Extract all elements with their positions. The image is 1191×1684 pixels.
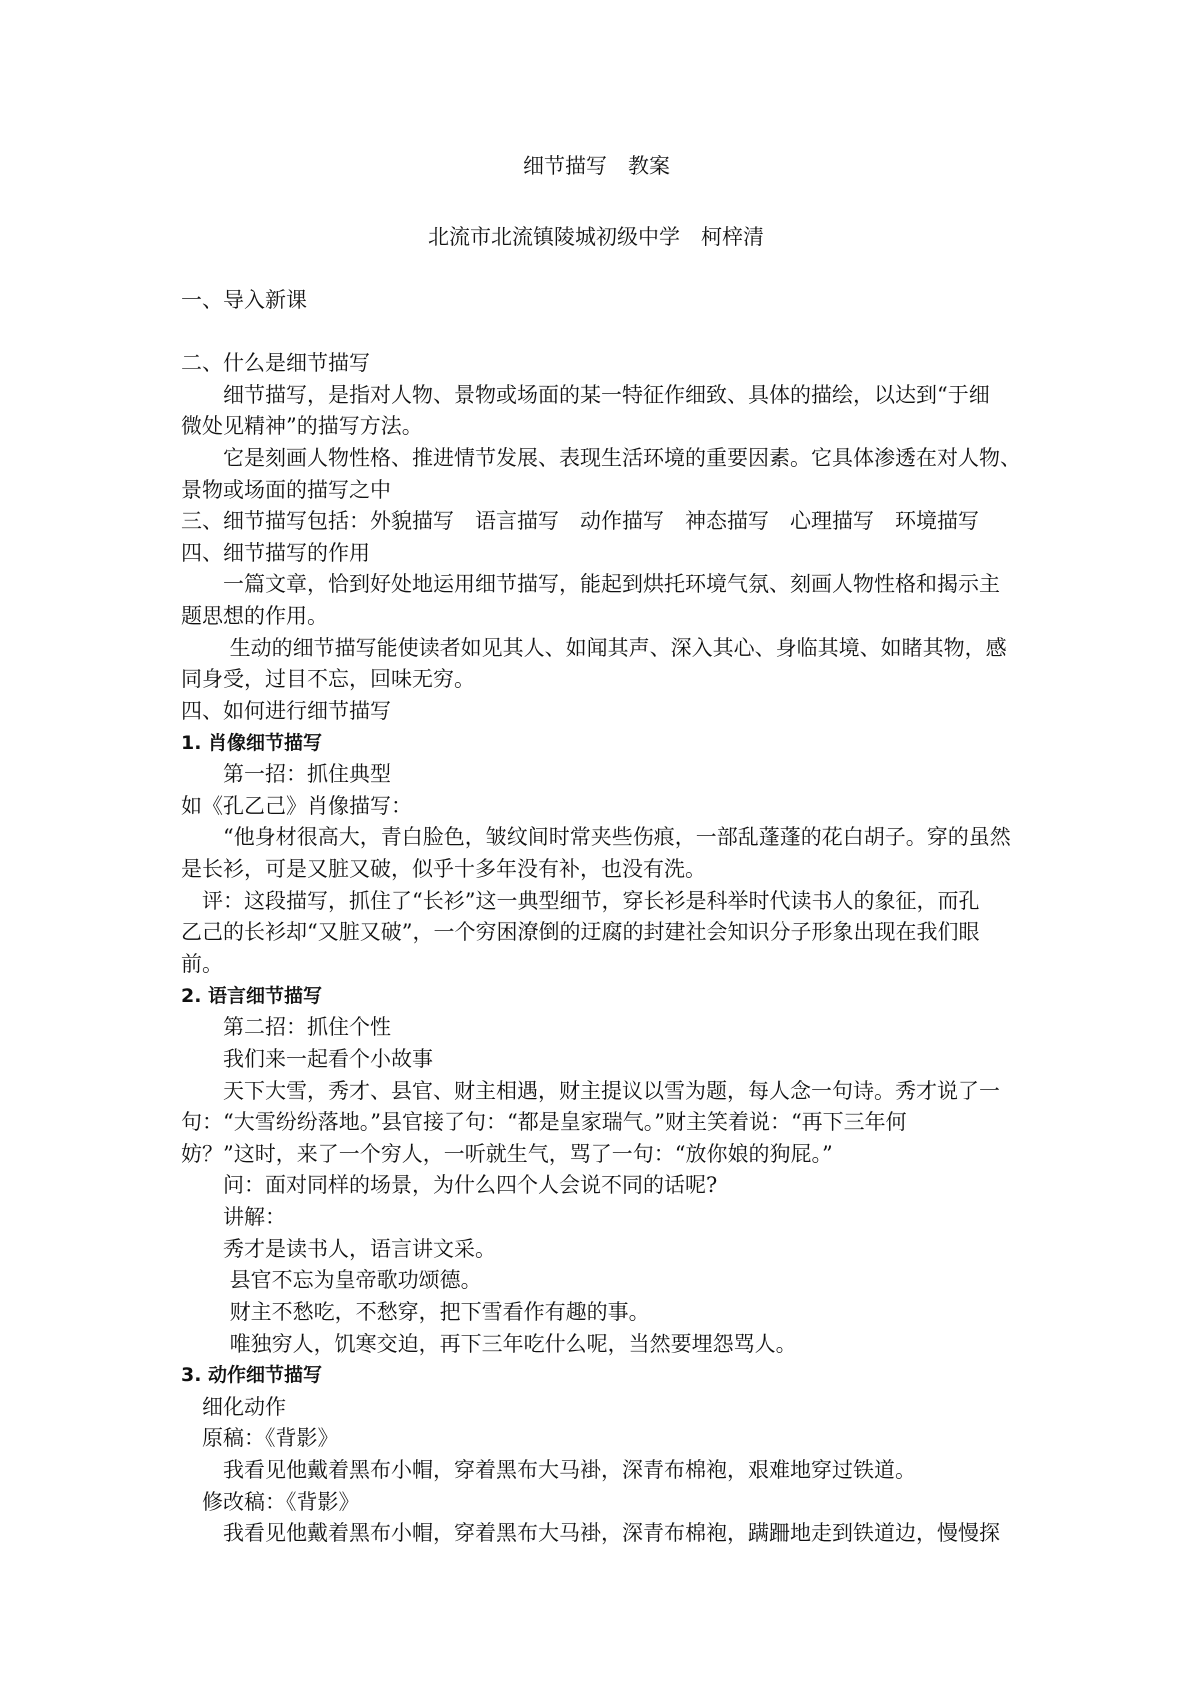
body-line: 我们来一起看个小故事: [181, 1047, 433, 1071]
body-line: 如《孔乙己》肖像描写：: [181, 794, 412, 818]
body-line: 妨？”这时，来了一个穷人，一听就生气，骂了一句：“放你娘的狗屁。”: [181, 1142, 833, 1166]
body-line: 唯独穷人，饥寒交迫，再下三年吃什么呢，当然要埋怨骂人。: [181, 1332, 797, 1356]
body-line: 天下大雪，秀才、县官、财主相遇，财主提议以雪为题，每人念一句诗。秀才说了一: [181, 1079, 1000, 1103]
subsection-heading: 3. 动作细节描写: [181, 1364, 323, 1386]
body-line: 第二招：抓住个性: [181, 1015, 391, 1039]
section-heading: 四、如何进行细节描写: [181, 699, 391, 723]
body-line: 微处见精神”的描写方法。: [181, 414, 423, 438]
section-heading: 四、细节描写的作用: [181, 541, 370, 565]
body-line: 细节描写，是指对人物、景物或场面的某一特征作细致、具体的描绘，以达到“于细: [181, 383, 990, 407]
section-heading: 二、什么是细节描写: [181, 351, 370, 375]
subsection-heading: 2. 语言细节描写: [181, 985, 323, 1007]
document-title: 细节描写 教案: [523, 154, 670, 178]
body-line: 讲解：: [181, 1205, 286, 1229]
body-line: 生动的细节描写能使读者如见其人、如闻其声、深入其心、身临其境、如睹其物，感: [181, 636, 1007, 660]
body-line: 前。: [181, 952, 223, 976]
body-line: “他身材很高大，青白脸色，皱纹间时常夹些伤痕，一部乱蓬蓬的花白胡子。穿的虽然: [181, 825, 1011, 849]
body-line: 乙己的长衫却“又脏又破”，一个穷困潦倒的迂腐的封建社会知识分子形象出现在我们眼: [181, 920, 980, 944]
body-line: 句：“大雪纷纷落地。”县官接了句：“都是皇家瑞气。”财主笑着说：“再下三年何: [181, 1110, 907, 1134]
body-line: 题思想的作用。: [181, 604, 328, 628]
body-line: 修改稿：《背影》: [181, 1490, 360, 1514]
body-line: 县官不忘为皇帝歌功颂德。: [181, 1268, 482, 1292]
body-line: 原稿：《背影》: [181, 1426, 339, 1450]
document-author: 北流市北流镇陵城初级中学 柯梓清: [428, 225, 764, 249]
body-line: 我看见他戴着黑布小帽，穿着黑布大马褂，深青布棉袍，蹒跚地走到铁道边，慢慢探: [181, 1521, 1000, 1545]
section-heading: 三、细节描写包括：外貌描写 语言描写 动作描写 神态描写 心理描写 环境描写: [181, 509, 979, 533]
body-line: 细化动作: [181, 1395, 286, 1419]
body-line: 评：这段描写，抓住了“长衫”这一典型细节，穿长衫是科举时代读书人的象征，而孔: [181, 889, 980, 913]
body-line: 秀才是读书人，语言讲文采。: [181, 1237, 496, 1261]
section-heading: 一、导入新课: [181, 288, 307, 312]
body-line: 同身受，过目不忘，回味无穷。: [181, 667, 475, 691]
body-line: 景物或场面的描写之中: [181, 478, 391, 502]
body-line: 问：面对同样的场景，为什么四个人会说不同的话呢?: [181, 1173, 718, 1197]
body-line: 一篇文章，恰到好处地运用细节描写，能起到烘托环境气氛、刻画人物性格和揭示主: [181, 572, 1000, 596]
subsection-heading: 1. 肖像细节描写: [181, 732, 323, 754]
body-line: 财主不愁吃，不愁穿，把下雪看作有趣的事。: [181, 1300, 650, 1324]
body-line: 我看见他戴着黑布小帽，穿着黑布大马褂，深青布棉袍，艰难地穿过铁道。: [181, 1458, 916, 1482]
body-line: 它是刻画人物性格、推进情节发展、表现生活环境的重要因素。它具体渗透在对人物、: [181, 446, 1021, 470]
body-line: 第一招：抓住典型: [181, 762, 391, 786]
body-line: 是长衫，可是又脏又破，似乎十多年没有补，也没有洗。: [181, 857, 706, 881]
